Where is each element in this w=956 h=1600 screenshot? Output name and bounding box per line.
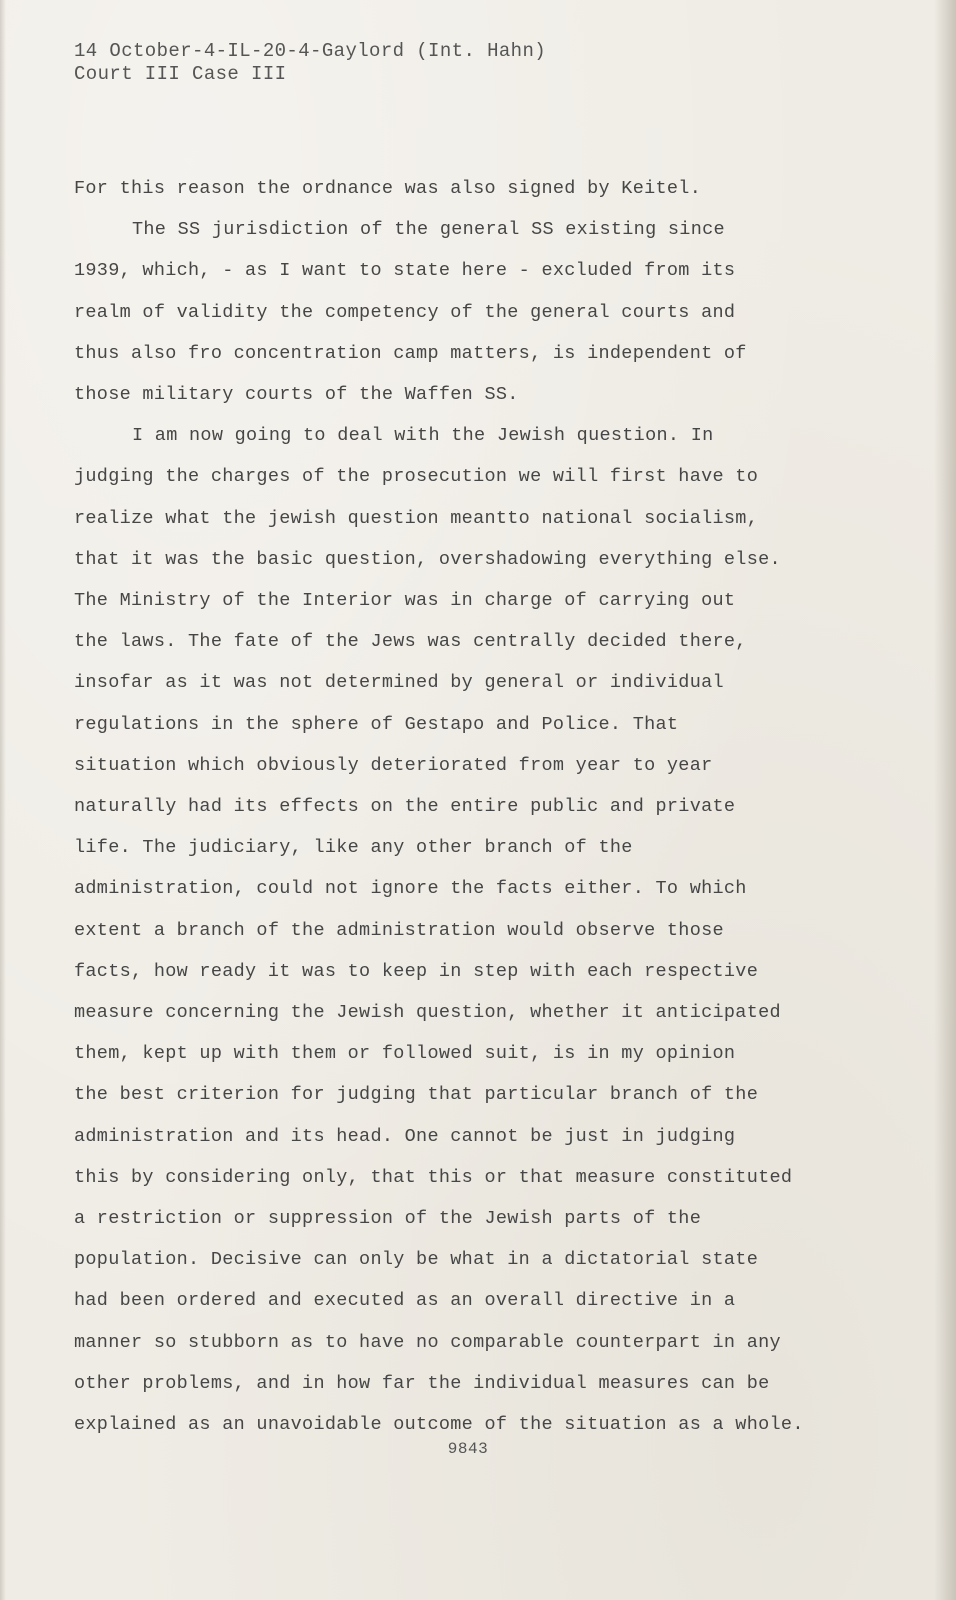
text-line: them, kept up with them or followed suit, is in my opinion — [74, 1043, 736, 1065]
document-body — [74, 168, 894, 1445]
text-line: this by considering only, that this or that measure constituted — [74, 1166, 793, 1188]
text-line: population. Decisive can only be what in a dictatorial state — [74, 1249, 759, 1271]
header-date-line: 14 October-4-IL-20-4-Gaylord (Int. Hahn) — [74, 40, 547, 62]
text-line: extent a branch of the administration would observe those — [74, 919, 724, 941]
text-line: realm of validity the competency of the general courts and — [74, 301, 736, 323]
page-right-shadow — [934, 0, 956, 1600]
text-line: facts, how ready it was to keep in step with each respective — [74, 960, 759, 982]
text-line: had been ordered and executed as an overall directive in a — [74, 1290, 736, 1312]
text-line: a restriction or suppression of the Jewish parts of the — [74, 1208, 702, 1230]
text-line: administration, could not ignore the facts either. To which — [74, 878, 747, 900]
text-line: thus also fro concentration camp matters, is independent of — [74, 342, 747, 364]
text-line: administration and its head. One cannot be just in judging — [74, 1125, 736, 1147]
text-line: explained as an unavoidable outcome of the situation as a whole. — [74, 1414, 804, 1436]
text-line: realize what the jewish question meantto national socialism, — [74, 507, 759, 529]
text-line: The Ministry of the Interior was in charge of carrying out — [74, 590, 736, 612]
text-line: the best criterion for judging that particular branch of the — [74, 1084, 759, 1106]
text-line: For this reason the ordnance was also signed by Keitel. — [74, 178, 702, 199]
document-header — [74, 40, 546, 86]
text-line: measure concerning the Jewish question, whether it anticipated — [74, 1002, 781, 1024]
text-line: 1939, which, - as I want to state here - excluded from its — [74, 260, 736, 282]
text-line: regulations in the sphere of Gestapo and Police. That — [74, 713, 679, 735]
text-line: the laws. The fate of the Jews was centrally decided there, — [74, 631, 747, 653]
page-left-shadow — [0, 0, 6, 1600]
text-line: manner so stubborn as to have no comparable counterpart in any — [74, 1331, 781, 1353]
text-line: judging the charges of the prosecution we will first have to — [74, 466, 759, 488]
text-line: insofar as it was not determined by general or individual — [74, 672, 724, 694]
page-number: 9843 — [447, 1440, 489, 1458]
header-court-line: Court III Case III — [74, 63, 287, 85]
text-line: I am now going to deal with the Jewish question. In — [132, 425, 714, 447]
text-line: situation which obviously deteriorated from year to year — [74, 754, 713, 776]
text-line: that it was the basic question, overshadowing everything else. — [74, 548, 781, 570]
text-line: The SS jurisdiction of the general SS existing since — [132, 219, 725, 241]
text-line: naturally had its effects on the entire public and private — [74, 796, 736, 818]
text-line: life. The judiciary, like any other branch of the — [74, 837, 633, 859]
text-line: those military courts of the Waffen SS. — [74, 384, 519, 406]
text-line: other problems, and in how far the individual measures can be — [74, 1372, 770, 1394]
